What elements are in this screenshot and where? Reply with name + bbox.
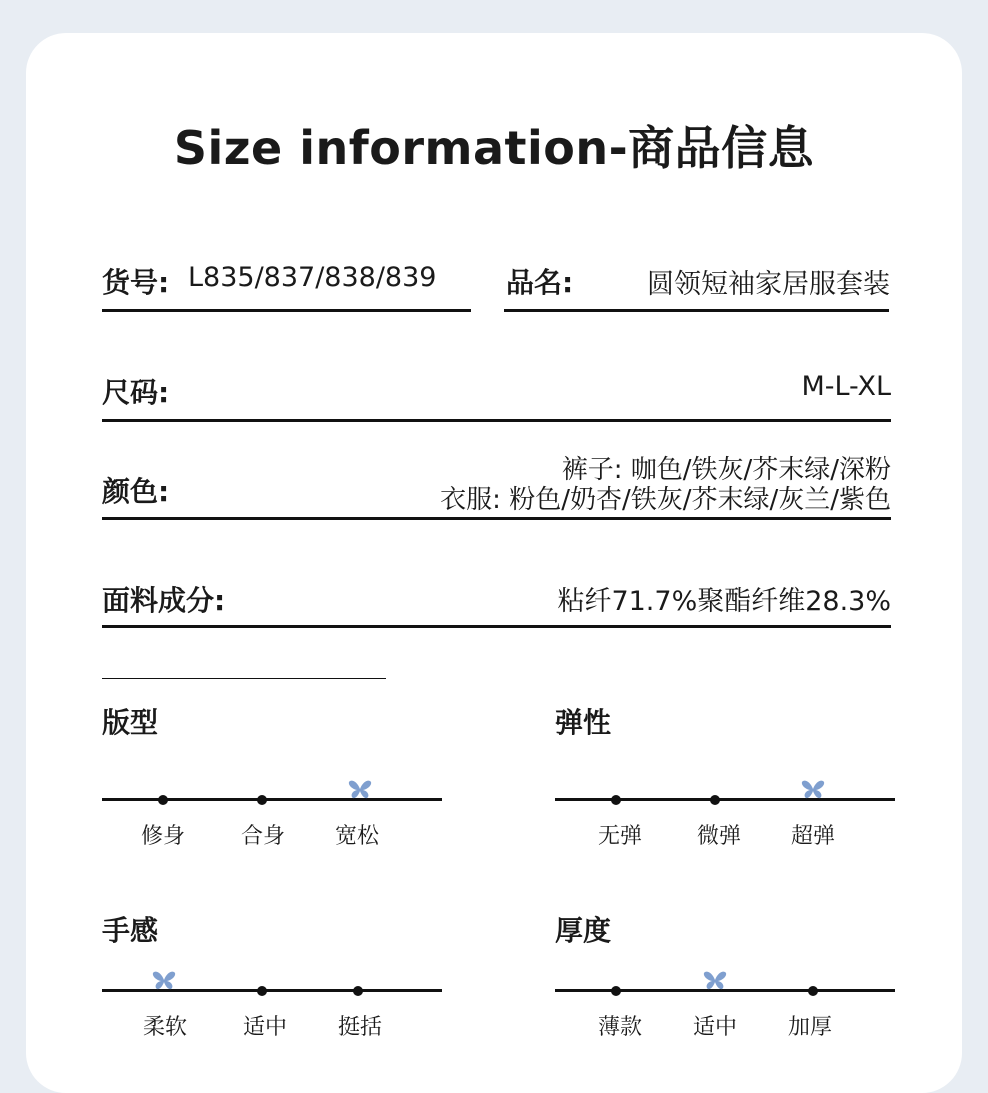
fit-title: 版型: [102, 706, 159, 739]
dot-icon: [710, 795, 720, 805]
size-underline: [102, 419, 891, 422]
fit-scale-line: [102, 798, 442, 801]
elasticity-option-2: 超弹: [790, 824, 835, 849]
elasticity-option-0: 无弹: [597, 824, 642, 849]
hand-feel-option-0: 柔软: [142, 1015, 187, 1040]
dot-icon: [808, 986, 818, 996]
dot-icon: [611, 795, 621, 805]
color-label: 颜色:: [102, 475, 170, 508]
item-no-underline: [102, 309, 471, 312]
thickness-option-0: 薄款: [597, 1015, 642, 1040]
size-value: M-L-XL: [801, 371, 891, 402]
hand-feel-option-2: 挺括: [337, 1015, 382, 1040]
dot-icon: [353, 986, 363, 996]
hand-feel-option-1: 适中: [242, 1015, 287, 1040]
info-card: [26, 33, 962, 1093]
elasticity-scale-line: [555, 798, 895, 801]
color-tops: 衣服: 粉色/奶杏/铁灰/芥末绿/灰兰/紫色: [440, 485, 891, 515]
fabric-underline: [102, 625, 891, 628]
name-underline: [504, 309, 889, 312]
dot-icon: [611, 986, 621, 996]
elasticity-title: 弹性: [555, 706, 612, 739]
name-value: 圆领短袖家居服套装: [647, 269, 890, 300]
fabric-value: 粘纤71.7%聚酯纤维28.3%: [557, 586, 891, 617]
hand-feel-title: 手感: [102, 914, 159, 947]
dot-icon: [257, 986, 267, 996]
fit-option-1: 合身: [240, 824, 285, 849]
thickness-option-2: 加厚: [787, 1015, 832, 1040]
fit-option-2: 宽松: [334, 824, 379, 849]
elasticity-option-1: 微弹: [696, 824, 741, 849]
item-no-label: 货号:: [102, 266, 170, 299]
page-title: Size information-商品信息: [173, 121, 815, 175]
dot-icon: [158, 795, 168, 805]
butterfly-icon: [348, 780, 372, 800]
thickness-title: 厚度: [555, 914, 612, 947]
dot-icon: [257, 795, 267, 805]
butterfly-icon: [703, 971, 727, 991]
section-divider: [102, 678, 386, 679]
size-label: 尺码:: [102, 376, 170, 409]
fabric-label: 面料成分:: [102, 584, 226, 617]
name-label: 品名:: [506, 266, 574, 299]
color-pants: 裤子: 咖色/铁灰/芥末绿/深粉: [561, 455, 891, 485]
butterfly-icon: [801, 780, 825, 800]
color-underline: [102, 517, 891, 520]
butterfly-icon: [152, 971, 176, 991]
item-no-value: L835/837/838/839: [188, 262, 437, 293]
fit-option-0: 修身: [140, 824, 185, 849]
thickness-option-1: 适中: [692, 1015, 737, 1040]
